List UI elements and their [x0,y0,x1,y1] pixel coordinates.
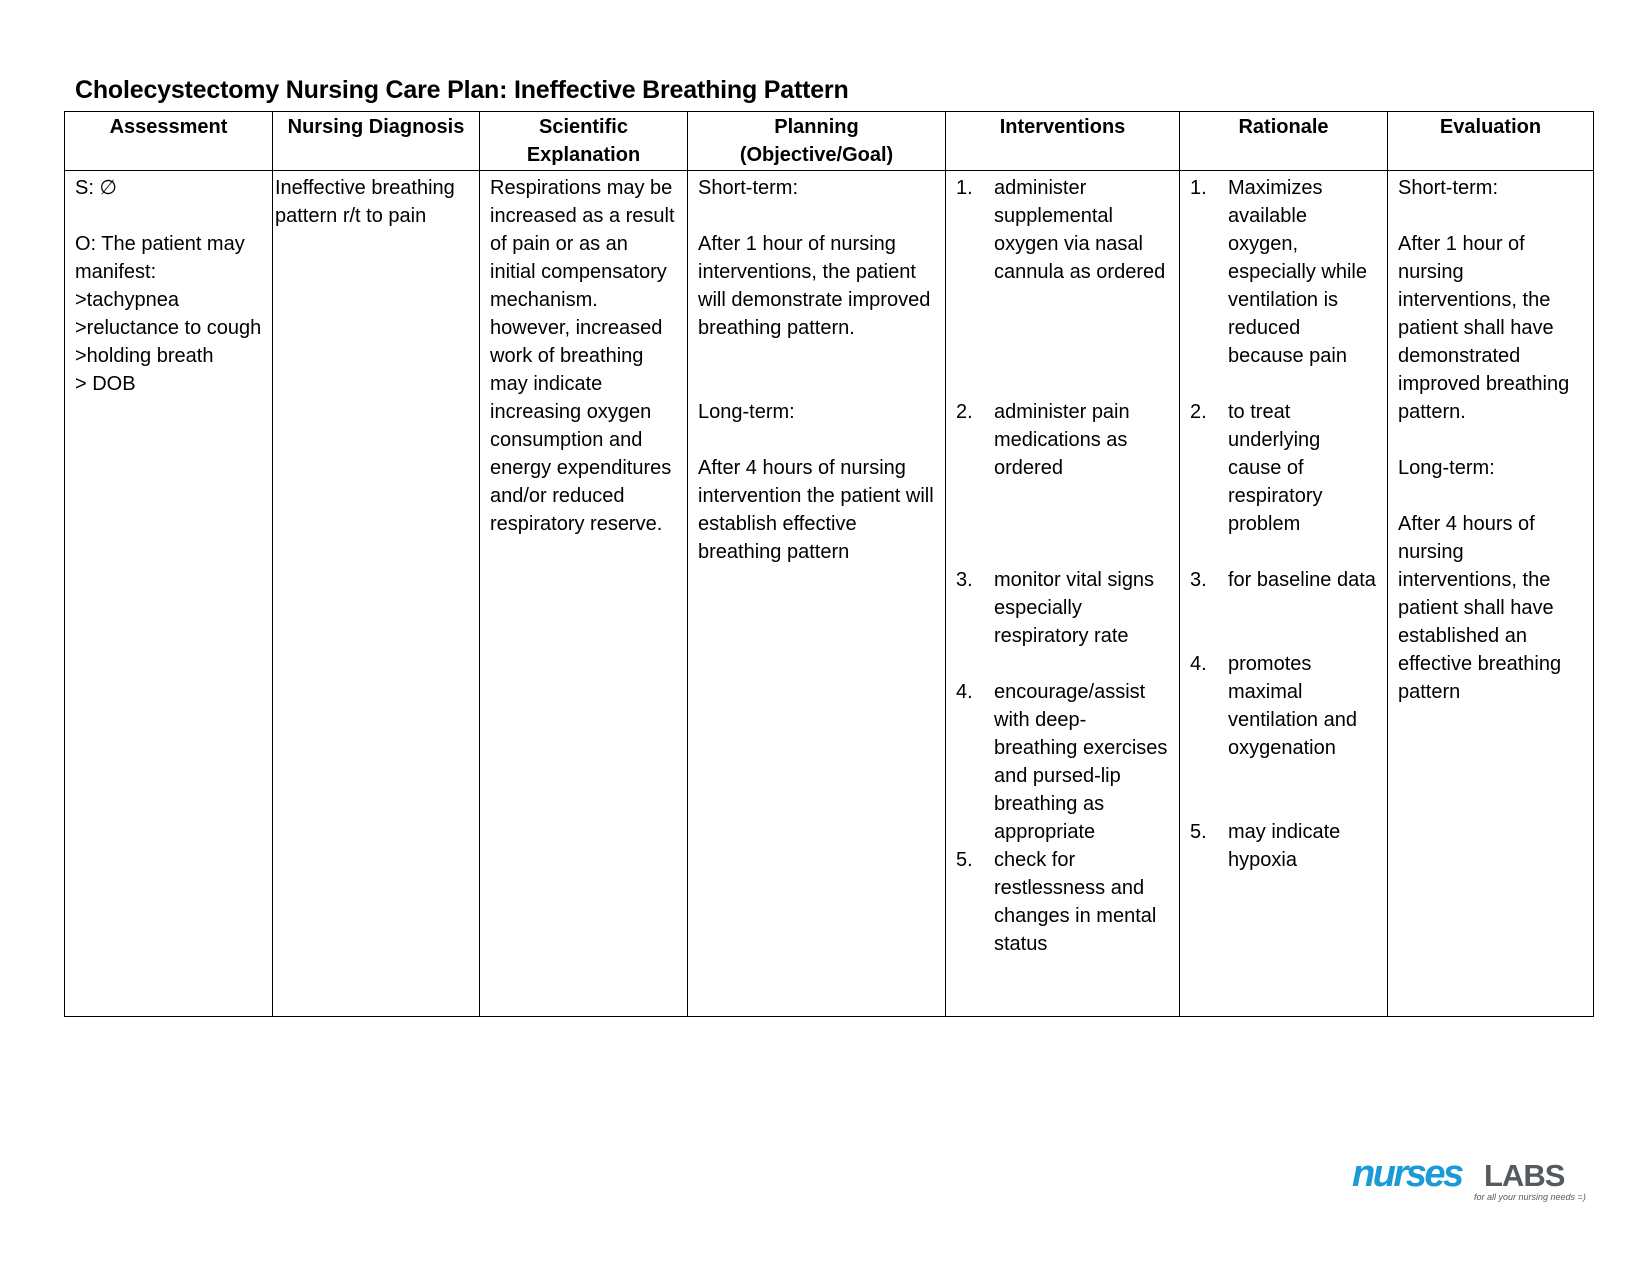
interventions-cell [946,171,1180,1017]
header-row [65,112,1594,171]
sign-item: >tachypnea [75,289,179,311]
planning-short-text: After 1 hour of nursing interventions, the patient will demonstrate improved breathing pattern. [698,233,931,339]
care-plan-table [64,111,1594,1017]
rationale-item: 2. to treat underlying cause of respiratory problem [1190,401,1323,535]
objective-intro: O: The patient may manifest: [75,233,245,283]
svg-text:nurses: nurses [1352,1153,1462,1195]
page-title: Cholecystectomy Nursing Care Plan: Ineffective Breathing Pattern [75,76,849,104]
sign-item: >holding breath [75,345,214,367]
evaluation-cell [1388,171,1594,1017]
sign-item: >reluctance to cough [75,317,262,339]
nurseslabs-logo [1352,1152,1588,1206]
evaluation-long-text: After 4 hours of nursing interventions, the patient shall have established an effective breathing pattern [1398,513,1562,703]
intervention-item: 1. administer supplemental oxygen via nasal cannula as ordered [956,177,1166,283]
rationale-cell [1180,171,1388,1017]
evaluation-short-text: After 1 hour of nursing interventions, the patient shall have demonstrated improved breathing pattern. [1398,233,1570,423]
intervention-item: 4. encourage/assist with deep-breathing exercises and pursed-lip breathing as appropriate [956,681,1168,843]
intervention-item: 5. check for restlessness and changes in mental status [956,849,1157,955]
header-evaluation: Evaluation [1388,112,1594,171]
rationale-item: 1. Maximizes available oxygen, especially while ventilation is reduced because pain [1190,177,1367,367]
header-interventions: Interventions [946,112,1180,171]
header-assessment: Assessment [65,112,273,171]
scientific-explanation-text: Respirations may be increased as a result of pain or as an initial compensatory mechanism. however, increased work of breathing may indicate increasing oxygen consumption and energy expenditures and/or reduced respiratory reserve. [490,177,675,535]
planning-cell [688,171,946,1017]
svg-text:for all your nursing needs =): for all your nursing needs =) [1474,1192,1586,1202]
intervention-item: 2. administer pain medications as ordered [956,401,1130,479]
header-rationale: Rationale [1180,112,1388,171]
header-nursing-diagnosis: Nursing Diagnosis [273,112,480,171]
header-scientific-explanation: Scientific Explanation [480,112,688,171]
subjective-data: S: ∅ [75,177,117,199]
diagnosis-cell [273,171,480,1017]
body-row [65,171,1594,1017]
intervention-item: 3. monitor vital signs especially respiratory rate [956,569,1155,647]
planning-long-label: Long-term: [698,401,795,423]
svg-text:LABS: LABS [1484,1158,1565,1193]
rationale-item: 5. may indicate hypoxia [1190,821,1341,871]
evaluation-short-label: Short-term: [1398,177,1499,199]
rationale-item: 3. for baseline data [1190,569,1376,591]
header-planning: Planning (Objective/Goal) [688,112,946,171]
rationale-item: 4. promotes maximal ventilation and oxygenation [1190,653,1357,759]
assessment-cell [65,171,273,1017]
scientific-explanation-cell [480,171,688,1017]
planning-long-text: After 4 hours of nursing intervention the patient will establish effective breathing pattern [698,457,934,563]
diagnosis-text: Ineffective breathing pattern r/t to pain [275,177,455,227]
planning-short-label: Short-term: [698,177,799,199]
evaluation-long-label: Long-term: [1398,457,1495,479]
sign-item: > DOB [75,373,136,395]
